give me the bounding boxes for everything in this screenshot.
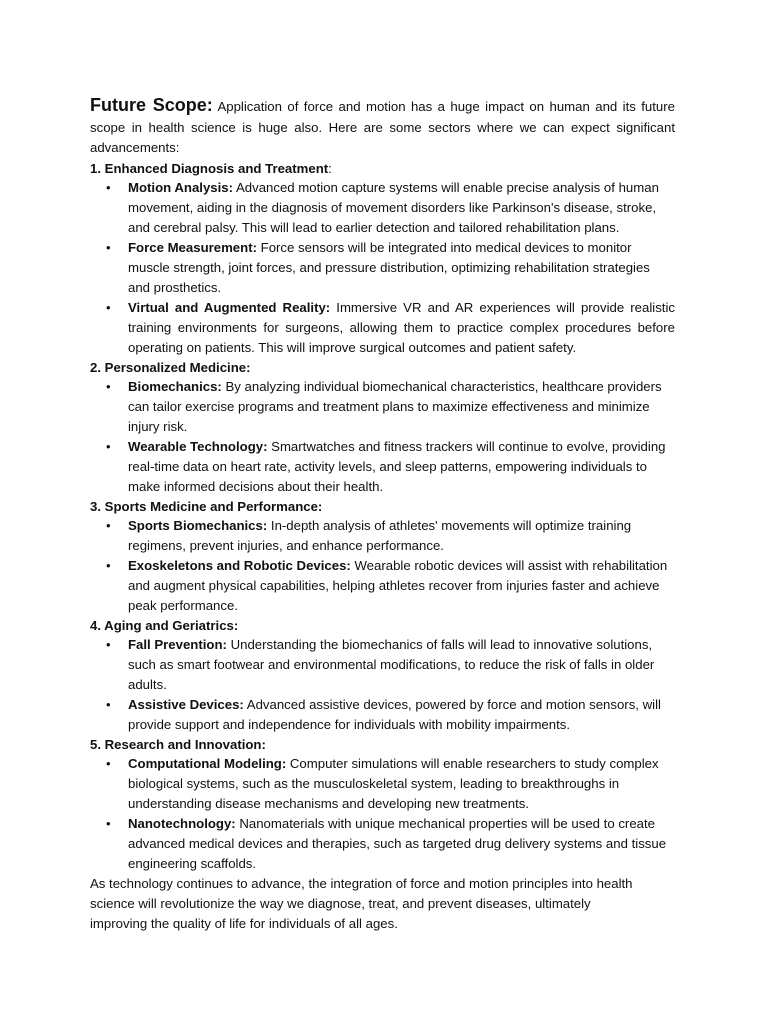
section-title-text: 1. Enhanced Diagnosis and Treatment [90,160,329,176]
bullet-icon: • [106,755,111,771]
section-title-aging: 4. Aging and Geriatrics: [90,617,239,633]
item-text: Nanomaterials with unique mechanical properties will be used to create advanced medical devices and therapies, such as targeted drug delivery systems and tissue engineering scaffolds. [128,815,667,871]
list-item [90,238,675,298]
bullet-list-aging [90,635,675,735]
bullet-icon: • [106,815,111,831]
list-item [90,635,675,695]
item-text: In-depth analysis of athletes' movements will optimize training regimens, prevent injuries, and enhance performance. [128,517,632,553]
item-term: Motion Analysis: [128,179,234,195]
bullet-icon: • [106,179,111,195]
item-term: Nanotechnology: [128,815,236,831]
list-item [90,298,675,358]
list-item [90,695,675,735]
section-title-personalized-medicine: 2. Personalized Medicine: [90,359,251,375]
item-term: Fall Prevention: [128,636,227,652]
bullet-icon: • [106,438,111,454]
list-item [90,814,675,874]
item-text: Immersive VR and AR experiences will provide realistic training environments for surgeons, allowing them to practice complex procedures before operating on patients. This will improve surgical outcomes and patient safety. [128,299,675,355]
page-heading: Future Scope: [90,95,213,115]
section-title-diagnosis [90,159,675,178]
list-item [90,377,675,437]
section-title-sports-medicine: 3. Sports Medicine and Performance: [90,498,323,514]
bullet-icon: • [106,517,111,533]
bullet-list-sports-medicine [90,516,675,616]
closing-paragraph: As technology continues to advance, the integration of force and motion principles into health science will revolutionize the way we diagnose, treat, and prevent diseases, ultimately improving the quality of life for individuals of all ages. [90,875,633,931]
list-item [90,437,675,497]
item-text: By analyzing individual biomechanical characteristics, healthcare providers can tailor exercise programs and treatment plans to maximize effectiveness and minimize injury risk. [128,378,662,434]
item-term: Exoskeletons and Robotic Devices: [128,557,351,573]
item-term: Wearable Technology: [128,438,268,454]
item-text: Computer simulations will enable researchers to study complex biological systems, such as the musculoskeletal system, leading to breakthroughs in understanding disease mechanisms and developing new treatments. [128,755,659,811]
document-page [90,95,675,934]
intro-paragraph [90,95,675,159]
item-text: Advanced motion capture systems will enable precise analysis of human movement, aiding in the diagnosis of movement disorders like Parkinson's disease, stroke, and cerebral palsy. This will lead to earlier detection and tailored rehabilitation plans. [128,179,659,235]
bullet-icon: • [106,239,111,255]
bullet-icon: • [106,378,111,394]
item-term: Sports Biomechanics: [128,517,268,533]
item-term: Biomechanics: [128,378,222,394]
item-term: Force Measurement: [128,239,257,255]
item-text: Force sensors will be integrated into medical devices to monitor muscle strength, joint forces, and pressure distribution, optimizing rehabilitation strategies and prosthetics. [128,239,650,295]
item-text: Smartwatches and fitness trackers will continue to evolve, providing real-time data on heart rate, activity levels, and sleep patterns, empowering individuals to make informed decisions about their health. [128,438,666,494]
item-text: Wearable robotic devices will assist with rehabilitation and augment physical capabilities, helping athletes recover from injuries faster and achieve peak performance. [128,557,668,613]
list-item [90,556,675,616]
bullet-icon: • [106,299,111,315]
bullet-list-research [90,754,675,874]
item-text: Advanced assistive devices, powered by force and motion sensors, will provide support and independence for individuals with mobility impairments. [128,696,661,732]
list-item [90,754,675,814]
section-title-research: 5. Research and Innovation: [90,736,266,752]
intro-text: Application of force and motion has a huge impact on human and its future scope in health science is huge also. Here are some sectors where we can expect significant advancements: [90,99,675,155]
item-term: Virtual and Augmented Reality: [128,299,331,315]
list-item [90,516,675,556]
bullet-icon: • [106,696,111,712]
list-item [90,178,675,238]
bullet-list-diagnosis [90,178,675,358]
bullet-icon: • [106,636,111,652]
item-term: Computational Modeling: [128,755,287,771]
bullet-list-personalized-medicine [90,377,675,497]
item-term: Assistive Devices: [128,696,244,712]
item-text: Understanding the biomechanics of falls will lead to innovative solutions, such as smart footwear and environmental modifications, to reduce the risk of falls in older adults. [128,636,655,692]
bullet-icon: • [106,557,111,573]
section-title-colon: : [328,160,332,176]
